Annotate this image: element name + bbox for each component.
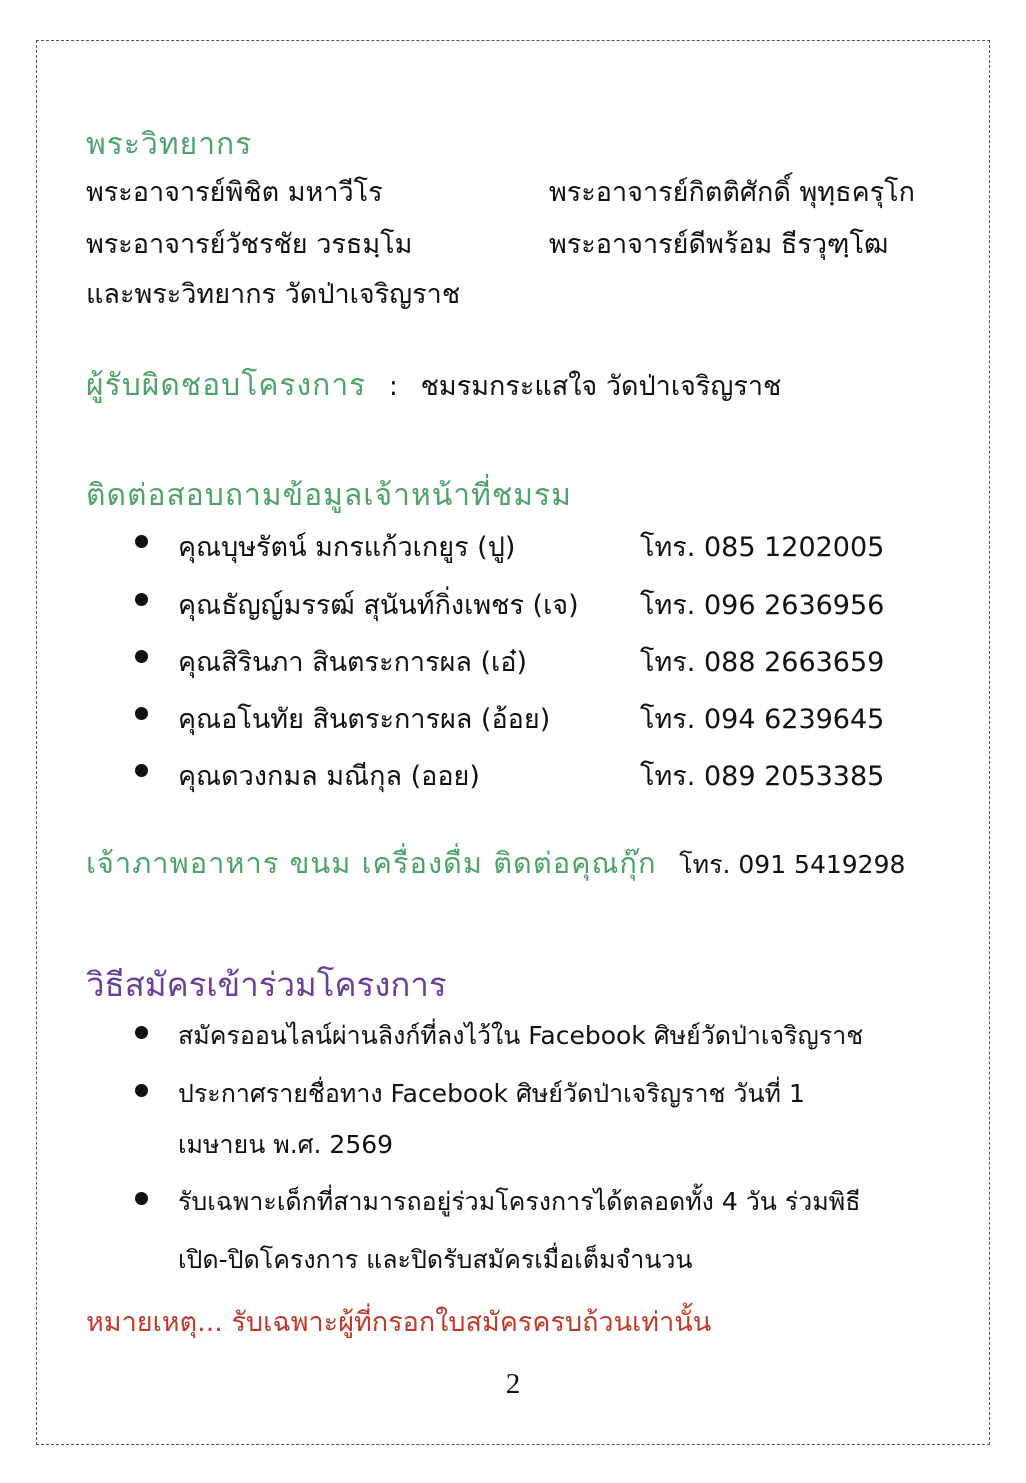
- contact-phone-1: โทร. 085 1202005: [640, 532, 885, 563]
- responsible-separator: :: [388, 371, 398, 402]
- bullet-icon: [135, 1026, 148, 1039]
- bullet-icon: [135, 764, 148, 777]
- speaker-left-1: พระอาจารย์พิชิต มหาวีโร: [86, 177, 383, 208]
- speaker-right-1: พระอาจารย์กิตติศักดิ์ พุทฺธครุโก: [549, 177, 915, 208]
- bullet-icon: [135, 593, 148, 606]
- speaker-left-2: พระอาจารย์วัชรชัย วรธมฺโม: [86, 229, 413, 260]
- food-host-phone: โทร. 091 5419298: [679, 850, 906, 879]
- speaker-right-2: พระอาจารย์ดีพร้อม ธีรวุฑฺโฒ: [549, 229, 889, 260]
- registration-heading: วิธีสมัครเข้าร่วมโครงการ: [86, 965, 447, 1004]
- responsible-row: [86, 362, 781, 409]
- contact-phone-5: โทร. 089 2053385: [640, 761, 885, 792]
- contact-name-2: คุณธัญญ์มรรฒ์ สุนันท์กิ่งเพชร (เจ): [178, 590, 579, 621]
- registration-item-1: สมัครออนไลน์ผ่านลิงก์ที่ลงไว้ใน Facebook ศิษย์วัดป่าเจริญราช: [178, 1021, 864, 1050]
- contact-name-4: คุณอโนทัย สินตระการผล (อ้อย): [178, 704, 551, 735]
- contact-name-3: คุณสิรินภา สินตระการผล (เอ๋): [178, 647, 528, 678]
- food-host-label: เจ้าภาพอาหาร ขนม เครื่องดื่ม ติดต่อคุณกุ๊ก: [86, 846, 657, 880]
- registration-item-2-line1: ประกาศรายชื่อทาง Facebook ศิษย์วัดป่าเจริญราช วันที่ 1: [178, 1079, 805, 1108]
- speakers-extra: และพระวิทยากร วัดป่าเจริญราช: [86, 279, 461, 310]
- bullet-icon: [135, 650, 148, 663]
- registration-item-3-line1: รับเฉพาะเด็กที่สามารถอยู่ร่วมโครงการได้ตลอดทั้ง 4 วัน ร่วมพิธี: [178, 1187, 861, 1216]
- contact-name-1: คุณบุษรัตน์ มกรแก้วเกยูร (ปู): [178, 532, 516, 563]
- page-number: 2: [505, 1368, 521, 1400]
- registration-item-3-line2: เปิด-ปิดโครงการ และปิดรับสมัครเมื่อเต็มจำนวน: [178, 1245, 693, 1274]
- contact-phone-2: โทร. 096 2636956: [640, 590, 885, 621]
- bullet-icon: [135, 707, 148, 720]
- contact-phone-3: โทร. 088 2663659: [640, 647, 885, 678]
- contacts-heading: ติดต่อสอบถามข้อมูลเจ้าหน้าที่ชมรม: [86, 478, 572, 513]
- bullet-icon: [135, 535, 148, 548]
- food-host-row: [86, 840, 905, 886]
- contact-phone-4: โทร. 094 6239645: [640, 704, 885, 735]
- responsible-heading: ผู้รับผิดชอบโครงการ: [86, 368, 367, 403]
- bullet-icon: [135, 1192, 148, 1205]
- note-text: หมายเหตุ... รับเฉพาะผู้ที่กรอกใบสมัครครบถ้วนเท่านั้น: [86, 1307, 712, 1338]
- responsible-value: ชมรมกระแสใจ วัดป่าเจริญราช: [420, 371, 782, 402]
- bullet-icon: [135, 1084, 148, 1097]
- registration-item-2-line2: เมษายน พ.ศ. 2569: [178, 1130, 394, 1159]
- speakers-heading: พระวิทยากร: [86, 127, 253, 162]
- contact-name-5: คุณดวงกมล มณีกุล (ออย): [178, 761, 480, 792]
